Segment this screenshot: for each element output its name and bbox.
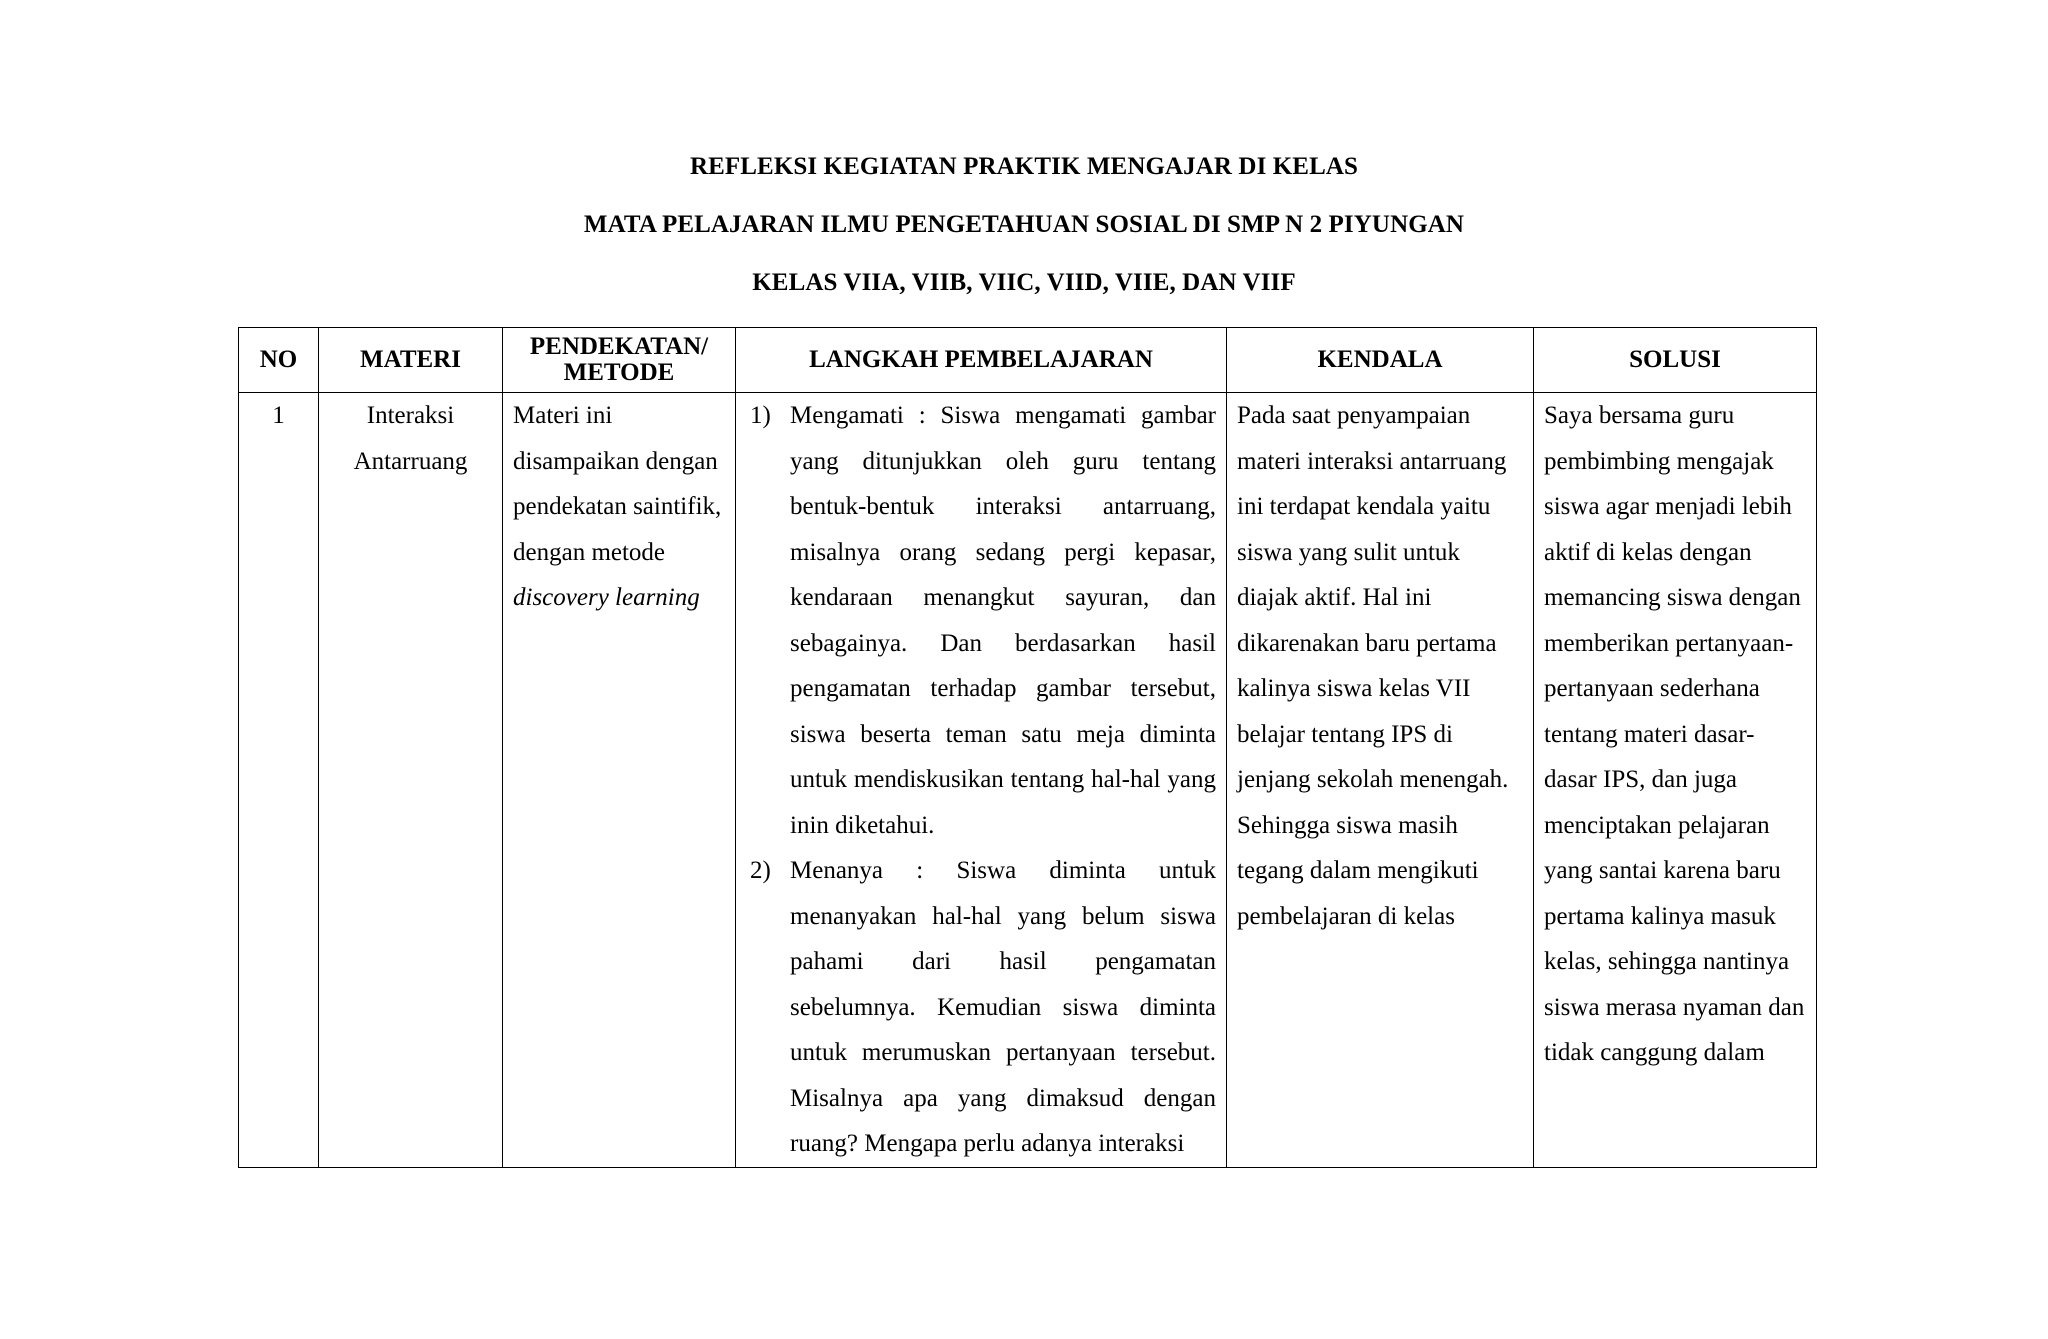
document-title: REFLEKSI KEGIATAN PRAKTIK MENGAJAR DI KELAS <box>689 153 1359 180</box>
header-no: NO <box>239 328 319 393</box>
header-solusi: SOLUSI <box>1534 328 1817 393</box>
list-item <box>746 393 1216 848</box>
header-langkah: LANGKAH PEMBELAJARAN <box>736 328 1227 393</box>
document-subtitle-classes: KELAS VIIA, VIIB, VIIC, VIID, VIIE, DAN VIIF <box>752 269 1296 296</box>
document-title-block <box>0 152 2048 326</box>
table-header-row <box>239 328 1817 393</box>
header-materi: MATERI <box>319 328 503 393</box>
cell-materi: Interaksi Antarruang <box>319 393 503 1168</box>
cell-kendala: Pada saat penyampaian materi interaksi antarruang ini terdapat kendala yaitu siswa yang sulit untuk diajak aktif. Hal ini dikarenakan baru pertama kalinya siswa kelas VII belajar tentang IPS di jenjang sekolah menengah. Sehingga siswa masih tegang dalam mengikuti pembelajaran di kelas <box>1227 393 1534 1168</box>
table-row <box>239 393 1817 1168</box>
step-text: Menanya : Siswa diminta untuk menanyakan hal-hal yang belum siswa pahami dari hasil pengamatan sebelumnya. Kemudian siswa diminta untuk merumuskan pertanyaan tersebut. Misalnya apa yang dimaksud dengan ruang? Mengapa perlu adanya interaksi <box>790 857 1216 1157</box>
cell-pendekatan <box>503 393 736 1168</box>
header-pendekatan: PENDEKATAN/ METODE <box>503 328 736 393</box>
cell-no: 1 <box>239 393 319 1168</box>
langkah-list <box>746 393 1216 1167</box>
cell-solusi: Saya bersama guru pembimbing mengajak siswa agar menjadi lebih aktif di kelas dengan memancing siswa dengan memberikan pertanyaan-pertanyaan sederhana tentang materi dasar-dasar IPS, dan juga menciptakan pelajaran yang santai karena baru pertama kalinya masuk kelas, sehingga nantinya siswa merasa nyaman dan tidak canggung dalam <box>1534 393 1817 1168</box>
reflection-table <box>238 327 1817 1168</box>
header-kendala: KENDALA <box>1227 328 1534 393</box>
list-item <box>746 848 1216 1167</box>
pendekatan-text: Materi ini disampaikan dengan pendekatan saintifik, dengan metode <box>513 402 722 566</box>
document-subtitle-subject: MATA PELAJARAN ILMU PENGETAHUAN SOSIAL DI SMP N 2 PIYUNGAN <box>583 211 1465 238</box>
cell-langkah <box>736 393 1227 1168</box>
step-text: Mengamati : Siswa mengamati gambar yang ditunjukkan oleh guru tentang bentuk-bentuk interaksi antarruang, misalnya orang sedang pergi kepasar, kendaraan menangkut sayuran, dan sebagainya. Dan berdasarkan hasil pengamatan terhadap gambar tersebut, siswa beserta teman satu meja diminta untuk mendiskusikan tentang hal-hal yang inin diketahui. <box>790 402 1216 839</box>
step-number: 2) <box>750 857 771 884</box>
pendekatan-method-italic: discovery learning <box>513 584 700 611</box>
step-number: 1) <box>750 402 771 429</box>
